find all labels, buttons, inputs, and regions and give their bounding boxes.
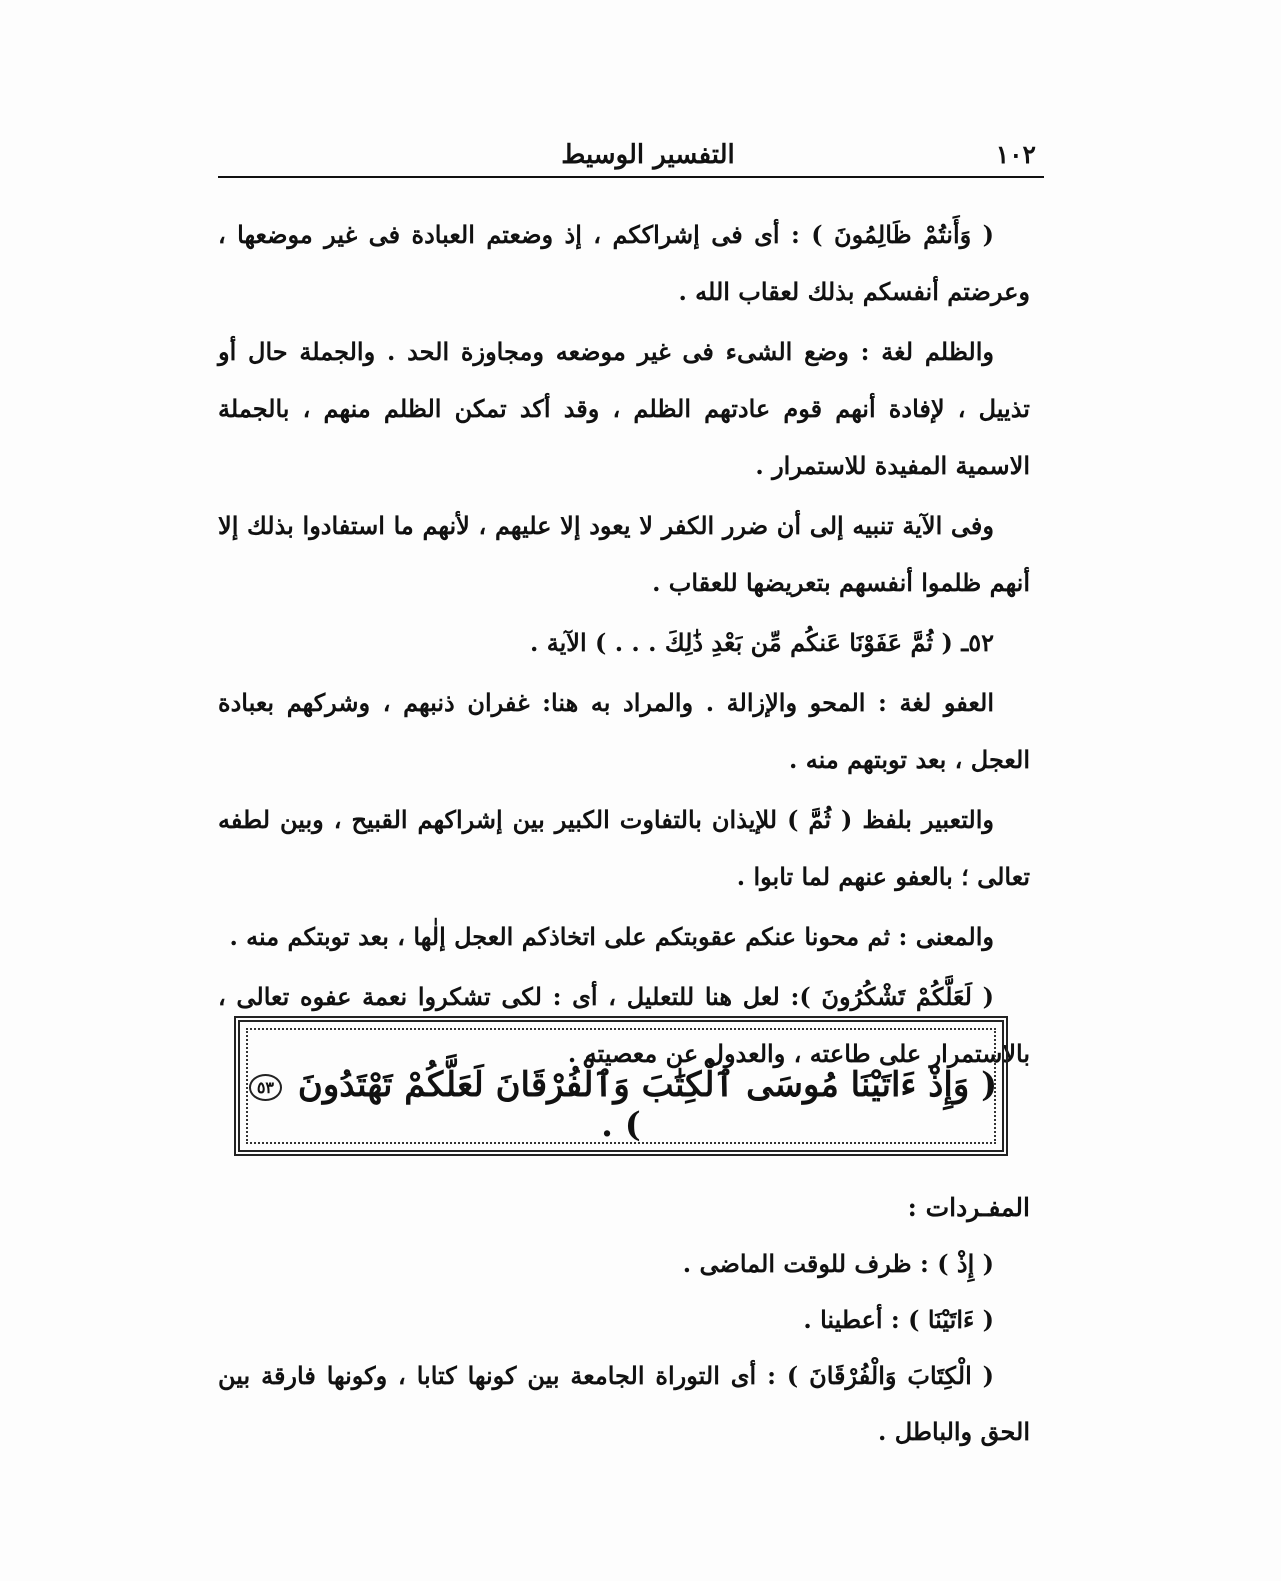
verse-text: ( وَإِذْ ءَاتَيْنَا مُوسَى ٱلْكِتَٰبَ وَٱلْفُرْقَانَ لَعَلَّكُمْ تَهْتَدُونَ [297, 1065, 998, 1105]
paragraph: العفو لغة : المحو والإزالة . والمراد به هنا: غفران ذنبهم ، وشركهم بعبادة العجل ، بعد توبتهم منه . [218, 688, 1030, 774]
vocabulary-heading: المفـردات : [907, 1193, 1030, 1222]
commentary-text [218, 206, 1030, 1085]
running-title: التفسير الوسيط [561, 140, 735, 170]
vocabulary-entry: ( الْكِتَابَ وَالْفُرْقَانَ ) : أى التوراة الجامعة بين كونها كتابا ، وكونها فارقة بين الحق والباطل . [218, 1361, 1030, 1446]
quran-verse [240, 1064, 1002, 1145]
vocabulary-entry: ( إِذْ ) : ظرف للوقت الماضى . [682, 1249, 994, 1278]
paragraph: ( وَأَنتُمْ ظَالِمُونَ ) : أى فى إشراككم ، إذ وضعتم العبادة فى غير موضعها ، وعرضتم أنفسكم بذلك لعقاب الله . [218, 220, 1030, 306]
vocabulary-section [218, 1180, 1030, 1460]
paragraph: والظلم لغة : وضع الشىء فى غير موضعه ومجاوزة الحد . والجملة حال أو تذييل ، لإفادة أنهم قوم عادتهم الظلم ، وقد أكد تمكن الظلم منهم ، بالجملة الاسمية المفيدة للاستمرار . [218, 337, 1030, 480]
paragraph: والتعبير بلفظ ( ثُمَّ ) للإيذان بالتفاوت الكبير بين إشراكهم القبيح ، وبين لطفه تعالى ؛ بالعفو عنهم لما تابوا . [218, 805, 1030, 891]
page-number: ١٠٢ [995, 140, 1036, 169]
vocabulary-entry: ( ءَاتَيْنَا ) : أعطينا . [803, 1305, 994, 1334]
quran-verse-frame [234, 1016, 1008, 1156]
page-header [218, 138, 1044, 178]
verse-closing: ) . [601, 1105, 641, 1145]
paragraph: والمعنى : ثم محونا عنكم عقوبتكم على اتخاذكم العجل إلٰها ، بعد توبتكم منه . [229, 922, 994, 951]
ayah-number-marker: ٥٣ [249, 1074, 282, 1101]
paragraph: ( لَعَلَّكُمْ تَشْكُرُونَ ): لعل هنا للتعليل ، أى : لكى تشكروا نعمة عفوه تعالى ، بالاستمرار على طاعته ، والعدول عن معصيته . [218, 982, 1030, 1068]
paragraph: وفى الآية تنبيه إلى أن ضرر الكفر لا يعود إلا عليهم ، لأنهم ما استفادوا بذلك إلا أنهم ظلموا أنفسهم بتعريضها للعقاب . [218, 511, 1030, 597]
verse-heading: ٥٢ـ ( ثُمَّ عَفَوْنَا عَنكُم مِّن بَعْدِ ذَٰلِكَ . . . ) الآية . [530, 628, 994, 657]
header-rule [218, 176, 1044, 178]
